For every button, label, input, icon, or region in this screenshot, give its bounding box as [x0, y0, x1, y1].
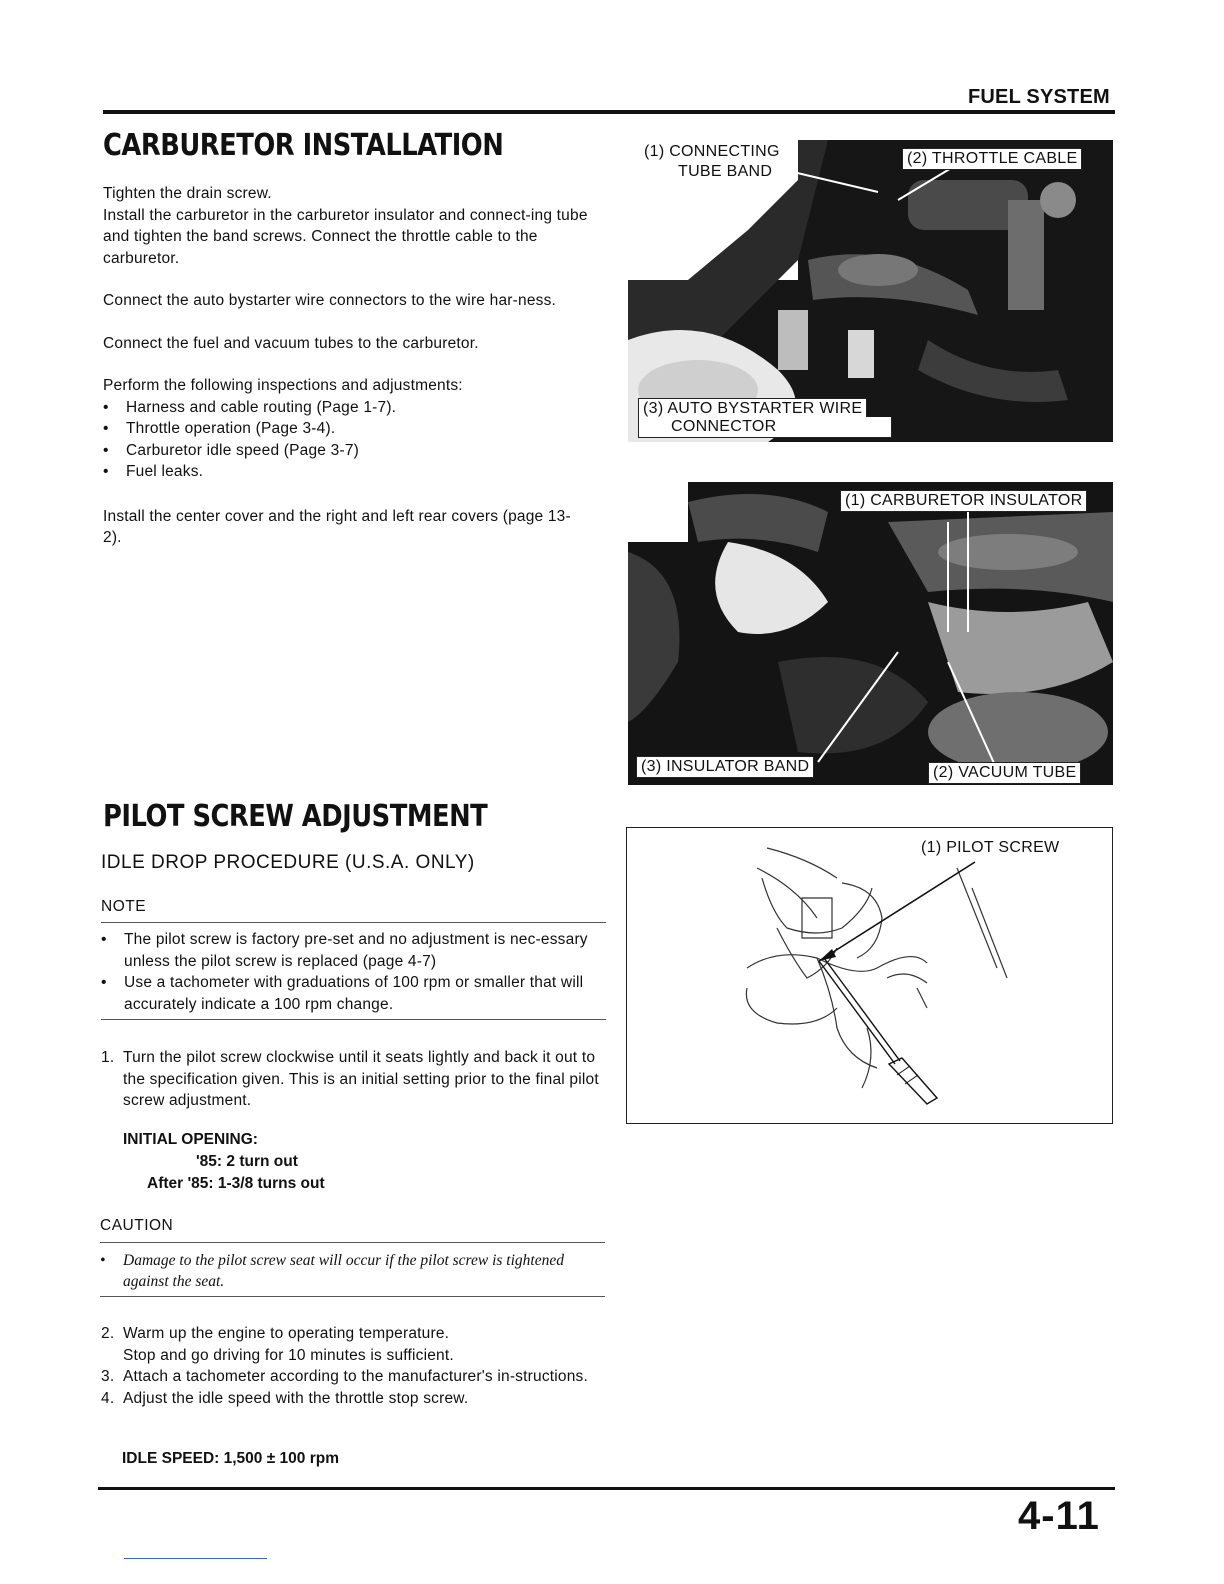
paragraph: Connect the auto bystarter wire connectors to the wire har-ness.	[103, 292, 557, 309]
paragraph: Install the carburetor in the carburetor insulator and connect-ing tube and tighten the band screws. Connect the throttle cable to the carburetor.	[103, 206, 588, 267]
header-rule	[103, 110, 1115, 114]
caution-body	[100, 1250, 606, 1292]
step-item	[101, 1047, 607, 1112]
caution-item: • Damage to the pilot screw seat will occur if the pilot screw is tightened against the seat.	[100, 1250, 606, 1292]
initial-opening-after: After '85: 1-3/8 turns out	[147, 1175, 325, 1192]
step-text: Turn the pilot screw clockwise until it seats lightly and back it out to the specification given. This is an initial setting prior to the final pilot screw adjustment.	[123, 1049, 599, 1109]
note-rule-top	[101, 922, 606, 923]
step-number: 3.	[101, 1368, 115, 1385]
photo-throttle-cable	[628, 140, 1113, 442]
initial-opening-label: INITIAL OPENING:	[123, 1131, 258, 1148]
inspection-list	[103, 397, 609, 483]
note-item: • The pilot screw is factory pre-set and no adjustment is nec-essary unless the pilot screw is replaced (page 4-7)	[101, 929, 607, 972]
diagram-callout-pilot-screw: (1) PILOT SCREW	[921, 839, 1060, 856]
idle-speed-spec: IDLE SPEED: 1,500 ± 100 rpm	[122, 1450, 339, 1467]
step-number: 4.	[101, 1389, 115, 1407]
caution-label: CAUTION	[100, 1217, 174, 1234]
note-rule-bottom	[101, 1019, 606, 1020]
caution-rule-top	[100, 1242, 605, 1243]
photo-carburetor-insulator-image	[628, 482, 1113, 785]
pilot-screw-title: PILOT SCREW ADJUSTMENT	[103, 799, 488, 834]
photo2-callout-1: (1) CARBURETOR INSULATOR	[840, 490, 1087, 512]
photo-throttle-cable-image	[628, 140, 1113, 442]
photo1-callout-3b	[638, 417, 892, 438]
footer-rule	[98, 1487, 1115, 1490]
initial-opening-85: '85: 2 turn out	[196, 1153, 298, 1170]
photo1-callout-1: (1) CONNECTING	[644, 143, 780, 160]
step-text-extra: Stop and go driving for 10 minutes is sufficient.	[123, 1346, 454, 1364]
step-text: Warm up the engine to operating temperature.	[123, 1325, 450, 1342]
list-item: • Harness and cable routing (Page 1-7).	[103, 397, 609, 419]
photo1-callout-2: (2) THROTTLE CABLE	[902, 148, 1082, 170]
carburetor-installation-body	[103, 183, 609, 549]
step-item	[101, 1388, 607, 1410]
carburetor-installation-title: CARBURETOR INSTALLATION	[103, 128, 504, 163]
caution-rule-bottom	[100, 1296, 605, 1297]
step-list-1	[101, 1047, 607, 1112]
section-label: FUEL SYSTEM	[968, 86, 1110, 108]
step-text: Adjust the idle speed with the throttle stop screw.	[123, 1389, 469, 1407]
step-text: Attach a tachometer according to the manufacturer's in-structions.	[123, 1368, 589, 1385]
paragraph: Install the center cover and the right and left rear covers (page 13-2).	[103, 507, 571, 546]
note-list	[101, 929, 607, 1015]
pilot-screw-diagram	[626, 827, 1113, 1124]
step-number: 1.	[101, 1049, 115, 1066]
step-item	[101, 1366, 607, 1388]
list-item: • Carburetor idle speed (Page 3-7)	[103, 440, 609, 462]
step-number: 2.	[101, 1325, 115, 1342]
list-item: • Throttle operation (Page 3-4).	[103, 418, 609, 440]
paragraph: Connect the fuel and vacuum tubes to the carburetor.	[103, 334, 479, 352]
pilot-screw-subtitle: IDLE DROP PROCEDURE (U.S.A. ONLY)	[101, 852, 475, 873]
step-list-2	[101, 1323, 607, 1409]
photo1-callout-3b-text: CONNECTOR	[671, 418, 777, 435]
paragraph: Perform the following inspections and adjustments:	[103, 377, 463, 394]
note-body	[101, 929, 607, 1015]
step-1	[101, 1047, 607, 1112]
pilot-screw-drawing	[627, 828, 1112, 1123]
caution-list	[100, 1250, 606, 1292]
paragraph: Tighten the drain screw.	[103, 185, 272, 202]
footer-link-line	[124, 1558, 267, 1559]
photo2-callout-2: (2) VACUUM TUBE	[928, 762, 1081, 784]
photo2-callout-3: (3) INSULATOR BAND	[636, 756, 814, 778]
note-item: • Use a tachometer with graduations of 100 rpm or smaller that will accurately indicate a 100 rpm change.	[101, 972, 607, 1015]
list-item: • Fuel leaks.	[103, 461, 609, 483]
steps-2-4	[101, 1323, 607, 1409]
step-item	[101, 1323, 607, 1366]
note-label: NOTE	[101, 898, 147, 915]
page-number: 4-11	[1018, 1494, 1100, 1538]
photo1-callout-3: (3) AUTO BYSTARTER WIRE	[638, 398, 867, 419]
photo1-callout-1b: TUBE BAND	[678, 163, 773, 180]
photo-carburetor-insulator	[628, 482, 1113, 785]
